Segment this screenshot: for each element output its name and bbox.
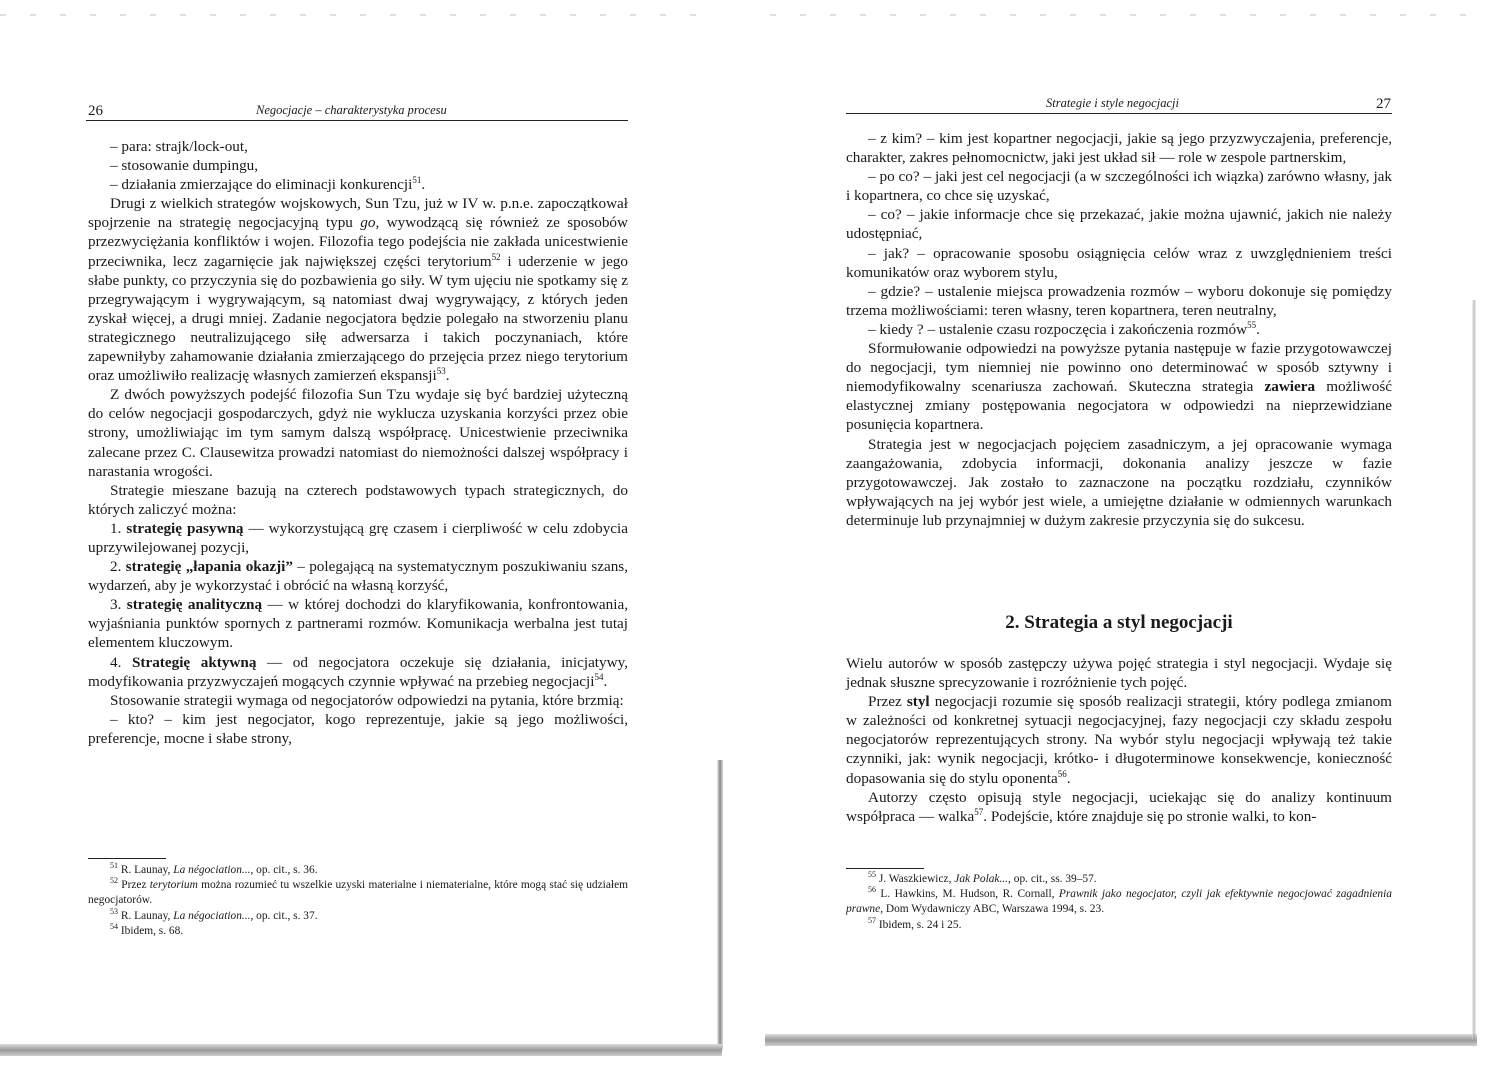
text-run: można rozumieć tu wszelkie uzyski materialne i niematerialne, które mogą stać się udziałem negocjatorów. [88, 879, 628, 907]
item-number: 4. [110, 653, 132, 671]
text-run: Przez [118, 879, 150, 892]
text-run: — w której dochodzi do klaryfikowania, konfrontowania, wyjaśniania punktów spornych z partnerami rozmów. Komunikacja werbalna jest tutaj elementem kluczowym. [88, 596, 629, 652]
footnote-number: 55 [868, 870, 876, 880]
footnote-number: 57 [868, 915, 876, 925]
text-run: , Dom Wydawniczy ABC, Warszawa 1994, s. 23. [880, 903, 1105, 916]
text-run: Sformułowanie odpowiedzi na powyższe pytania następuje w fazie przygotowawczej do negocjacji, tym niemniej nie powinno ono determinować w sposób sztywny i niemodyfikowalny scenariusza zachowań. Skuteczna strategia [846, 340, 1392, 396]
right-page [760, 0, 1500, 1066]
left-body-text [88, 137, 628, 748]
strategy-item [88, 653, 628, 691]
left-footnotes [88, 863, 628, 939]
page-number: 26 [88, 103, 103, 119]
footnote [846, 887, 1392, 917]
text-run: Drugi z wielkich strategów wojskowych, Sun Tzu, już w IV w. p.n.e. zapoczątkował spojrzenie na strategię negocjacyjną typu [88, 195, 628, 232]
left-page [0, 0, 728, 1066]
question-item: – po co? – jaki jest cel negocjacji (a w szczególności ich wiązka) zarówno własny, jak i kopartnera, co chce się uzyskać, [846, 168, 1392, 205]
footnote-ref: 57 [974, 806, 984, 817]
footnote [88, 906, 628, 924]
footnote-ref: 51 [412, 175, 422, 186]
strategy-term: strategię pasywną [126, 519, 244, 537]
text-run: , wywodzącą się również ze sposobów przezwyciężania konfliktów i wojen. Filozofia tego podejścia nie zakłada unicestwienie przeciwnika, lecz zagarnięcie jak największej części terytorium [88, 214, 628, 270]
question-item: – kto? – kim jest negocjator, kogo reprezentuje, jakie są jego możliwości, preferencje, mocne i słabe strony, [88, 710, 628, 747]
paragraph [88, 194, 628, 385]
question-item: – z kim? – kim jest kopartner negocjacji, jakie są jego przyzwyczajenia, preferencje, charakter, zakres pełnomocnictw, jaki jest układ sił — role w zespole partnerskim, [846, 130, 1392, 167]
text-run: Ibidem, s. 24 i 25. [876, 918, 962, 931]
footnote [88, 863, 628, 878]
footnote-number: 52 [110, 876, 118, 886]
text-run: — od negocjatora oczekuje się działania, inicjatywy, modyfikowania przyzwyczajeń mogących czynnie wpływać na przebieg negocjacji [88, 653, 628, 690]
punctuation: . [445, 367, 450, 385]
footnote-ref: 54 [594, 671, 604, 682]
right-body-text-2 [846, 654, 1392, 826]
paragraph: Strategia jest w negocjacjach pojęciem zasadniczym, a jej opracowanie wymaga zaangażowania, zdobycia informacji, dokonania analizy jeszcze w fazie przygotowawczej. Jak zostało to zaznaczone na początku rozdziału, czynników wpływających na jej wybór jest wiele, a umiejętne działanie w odmiennych warunkach determinuje lub przynajmniej w dużym zakresie przyczynia się do sukcesu. [846, 435, 1392, 529]
header-rule [86, 120, 628, 121]
strategy-term: strategię analityczną [126, 596, 263, 614]
paragraph: Stosowanie strategii wymaga od negocjatorów odpowiedzi na pytania, które brzmią: [110, 691, 624, 709]
text-run: R. Launay, [118, 864, 174, 876]
bold-term: zawiera [1264, 378, 1316, 396]
footnote-rule [88, 858, 166, 859]
item-number: 2. [110, 558, 126, 576]
right-body-text [846, 129, 1392, 530]
running-title: Strategie i style negocjacji [1046, 96, 1179, 110]
text-run: , op. cit., s. 37. [250, 909, 318, 922]
text-run: , op. cit., s. 36. [250, 864, 318, 876]
strategy-term: Strategię aktywną [131, 653, 257, 671]
question-item: – co? – jakie informacje chce się przekazać, jakie można ujawnić, jakich nie należy udostępniać, [846, 206, 1392, 243]
punctuation: . [1066, 769, 1071, 787]
list-item: – działania zmierzające do eliminacji konkurencji [110, 176, 413, 194]
item-number: 1. [110, 519, 127, 537]
text-run: L. Hawkins, M. Hudson, R. Cornall, [876, 888, 1059, 901]
question-item: – gdzie? – ustalenie miejsca prowadzenia rozmów – wyboru dokonuje się pomiędzy trzema możliwościami: teren własny, teren kopartnera, teren neutralny, [846, 282, 1392, 319]
text-run: – kiedy ? – ustalenie czasu rozpoczęcia i zakończenia rozmów [868, 320, 1248, 338]
italic-title: Jak Polak... [954, 873, 1009, 885]
running-title: Negocjacje – charakterystyka procesu [256, 103, 447, 117]
footnote-rule [846, 868, 924, 869]
paragraph [846, 692, 1392, 787]
question-item [846, 320, 1392, 339]
section-heading: 2. Strategia a styl negocjacji [1005, 612, 1233, 633]
paragraph: Z dwóch powyższych podejść filozofia Sun Tzu wydaje się być bardziej użyteczną do celów negocjacji gospodarczych, gdyż nie wyklucza uzyskania korzyści przez obie strony, umożliwiając im tym samym dalszą współpracę. Unicestwienie przeciwnika zalecane przez C. Clausewitza prowadzi natomiast do niemożności dalszej współpracy i narastania wrogości. [88, 386, 628, 480]
footnote-number: 54 [110, 922, 118, 932]
text-run: Ibidem, s. 68. [118, 924, 184, 937]
text-run: Przez [868, 693, 907, 711]
paragraph [846, 339, 1392, 434]
footnote [88, 878, 628, 908]
text-run: negocjacji rozumie się sposób realizacji strategii, który podlega zmianom w zależności od konkretnej sytuacji negocjacyjnej, fazy negocjacji czy składu zespołu negocjatorów reprezentujących strony. Na wybór stylu negocjacji wpływają też takie czynniki, jak: wynik negocjacji, krótko- i długoterminowe konsekwencje, konieczność dopasowania się do stylu oponenta [846, 693, 1392, 787]
paragraph [846, 788, 1392, 826]
list-item: – para: strajk/lock-out, [110, 138, 248, 155]
italic-title: Prawnik jako negocjator, czyli jak efektywnie negocjować zagadnienia prawne [846, 888, 1392, 916]
footnote-number: 53 [110, 906, 118, 916]
italic-term: terytorium [149, 879, 198, 892]
item-number: 3. [110, 596, 127, 614]
punctuation: . [1256, 320, 1260, 338]
strategy-item [88, 557, 628, 595]
text-run: J. Waszkiewicz, [876, 873, 955, 885]
strategy-item [88, 595, 628, 652]
punctuation: . [421, 176, 426, 194]
strategy-item [88, 519, 628, 557]
text-run: , op. cit., ss. 39–57. [1008, 873, 1097, 885]
footnote-ref: 56 [1057, 768, 1067, 779]
italic-title: La négociation... [173, 909, 251, 922]
header-rule [846, 113, 1392, 114]
footnote [846, 915, 1392, 933]
punctuation: . [603, 672, 608, 690]
italic-term: go [360, 214, 376, 232]
footnote-number: 56 [868, 885, 876, 895]
italic-title: La négociation... [173, 864, 251, 876]
page-number: 27 [1376, 96, 1391, 112]
strategy-term: strategię „łapania okazji” [125, 558, 293, 576]
bold-term: styl [906, 693, 930, 711]
footnote-ref: 53 [436, 366, 446, 377]
footnote-ref: 55 [1247, 319, 1257, 330]
text-run: – polegającą na systematycznym poszukiwaniu szans, wydarzeń, aby je wykorzystać i obrócić na własną korzyść, [88, 558, 629, 595]
footnote [88, 924, 628, 939]
right-footnotes [846, 872, 1392, 933]
footnote [846, 872, 1392, 887]
text-run: możliwość elastycznej zmiany postępowania negocjatora w odpowiedzi na nieprzewidziane posunięcia kopartnera. [846, 378, 1392, 434]
paragraph: Strategie mieszane bazują na czterech podstawowych typach strategicznych, do których zaliczyć można: [88, 481, 628, 518]
text-run: . Podejście, które znajduje się po stronie walki, to kon- [983, 807, 1317, 825]
text-run: Autorzy często opisują style negocjacji, uciekając się do analizy kontinuum współpraca — walka [846, 788, 1392, 825]
paragraph: Wielu autorów w sposób zastępczy używa pojęć strategia i styl negocjacji. Wydaje się jednak słuszne sprecyzowanie i rozróżnienie tych pojęć. [846, 655, 1392, 692]
text-run: i uderzenie w jego słabe punkty, co przyczynia się do pozbawienia go siły. W tym ujęciu nie spotkamy się z przegrywającym i wygrywającym, są natomiast dwaj wygrywający, z których jeden zyskał więcej, a drugi mniej. Zadanie negocjatora będzie polegało na stworzeniu planu strategicznego neutralizującego siłę adwersarza i takich poczynaniach, które zapewniłyby zahamowanie działania zmierzającego do przejęcia przez niego terytorium oraz umożliwiło realizację własnych zamierzeń ekspansji [88, 252, 628, 385]
footnote-number: 51 [110, 861, 118, 871]
text-run: — wykorzystującą grę czasem i cierpliwość w celu zdobycia uprzywilejowanej pozycji, [88, 519, 629, 556]
list-item: – stosowanie dumpingu, [110, 157, 259, 175]
text-run: R. Launay, [118, 909, 174, 922]
footnote-ref: 52 [491, 251, 501, 262]
question-item: – jak? – opracowanie sposobu osiągnięcia celów wraz z uwzględnieniem treści komunikatów oraz wyborem stylu, [846, 244, 1392, 281]
